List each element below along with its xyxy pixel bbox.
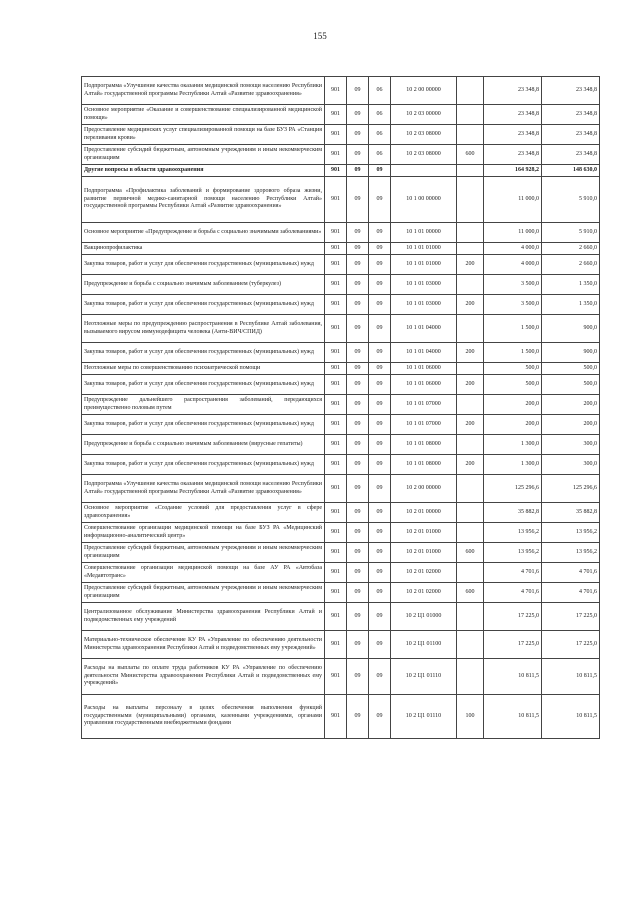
table-row bbox=[82, 563, 600, 583]
cell-sum2: 148 630,0 bbox=[542, 165, 600, 177]
cell-target: 10 2 01 01000 bbox=[391, 523, 457, 543]
cell-name: Совершенствование организации медицинской помощи на базе БУЗ РА «Медицинский информационно-аналитический центр» bbox=[82, 523, 325, 543]
cell-name: Предупреждение дальнейшего распространения заболеваний, передающихся преимущественно половым путем bbox=[82, 395, 325, 415]
cell-ministry: 901 bbox=[325, 145, 347, 165]
cell-type bbox=[457, 125, 484, 145]
cell-sum2: 500,0 bbox=[542, 375, 600, 395]
cell-name: Закупка товаров, работ и услуг для обеспечения государственных (муниципальных) нужд bbox=[82, 415, 325, 435]
cell-sum1: 23 348,8 bbox=[484, 125, 542, 145]
cell-type bbox=[457, 395, 484, 415]
cell-sum1: 3 500,0 bbox=[484, 295, 542, 315]
cell-ministry: 901 bbox=[325, 435, 347, 455]
cell-target: 10 1 01 04000 bbox=[391, 315, 457, 343]
cell-sum1: 1 500,0 bbox=[484, 315, 542, 343]
cell-sum1: 200,0 bbox=[484, 395, 542, 415]
cell-target: 10 2 Ц1 01110 bbox=[391, 695, 457, 739]
table-row bbox=[82, 375, 600, 395]
cell-sum2: 1 350,0 bbox=[542, 275, 600, 295]
cell-sum1: 125 296,6 bbox=[484, 475, 542, 503]
cell-sum1: 11 000,0 bbox=[484, 223, 542, 243]
cell-subsection: 09 bbox=[369, 631, 391, 659]
cell-section: 09 bbox=[347, 295, 369, 315]
table-row bbox=[82, 503, 600, 523]
cell-name: Основное мероприятие «Создание условий для предоставления услуг в сфере здравоохранения» bbox=[82, 503, 325, 523]
cell-subsection: 09 bbox=[369, 165, 391, 177]
table-row bbox=[82, 165, 600, 177]
cell-name: Закупка товаров, работ и услуг для обеспечения государственных (муниципальных) нужд bbox=[82, 455, 325, 475]
cell-name: Предоставление субсидий бюджетным, автономным учреждениям и иным некоммерческим организациям bbox=[82, 583, 325, 603]
cell-type bbox=[457, 243, 484, 255]
cell-target: 10 1 01 07000 bbox=[391, 415, 457, 435]
cell-type: 200 bbox=[457, 455, 484, 475]
cell-section: 09 bbox=[347, 603, 369, 631]
cell-sum2: 125 296,6 bbox=[542, 475, 600, 503]
cell-ministry: 901 bbox=[325, 603, 347, 631]
table-row bbox=[82, 243, 600, 255]
cell-type bbox=[457, 631, 484, 659]
cell-section: 09 bbox=[347, 543, 369, 563]
table-row bbox=[82, 77, 600, 105]
cell-ministry: 901 bbox=[325, 543, 347, 563]
cell-section: 09 bbox=[347, 145, 369, 165]
cell-subsection: 09 bbox=[369, 415, 391, 435]
cell-type bbox=[457, 177, 484, 223]
table-row bbox=[82, 583, 600, 603]
cell-ministry: 901 bbox=[325, 455, 347, 475]
cell-section: 09 bbox=[347, 165, 369, 177]
cell-section: 09 bbox=[347, 105, 369, 125]
cell-name: Предоставление субсидий бюджетным, автономным учреждениям и иным некоммерческим организациям bbox=[82, 543, 325, 563]
cell-type bbox=[457, 523, 484, 543]
table-row bbox=[82, 631, 600, 659]
cell-section: 09 bbox=[347, 243, 369, 255]
cell-subsection: 09 bbox=[369, 603, 391, 631]
table-row bbox=[82, 543, 600, 563]
cell-section: 09 bbox=[347, 695, 369, 739]
cell-ministry: 901 bbox=[325, 165, 347, 177]
cell-section: 09 bbox=[347, 255, 369, 275]
cell-name: Неотложные меры по предупреждению распространения в Республике Алтай заболевания, вызываемого вирусом иммунодефицита человека (Анти-ВИЧ/СПИД) bbox=[82, 315, 325, 343]
cell-sum1: 23 348,8 bbox=[484, 77, 542, 105]
cell-target: 10 1 01 06000 bbox=[391, 375, 457, 395]
cell-section: 09 bbox=[347, 563, 369, 583]
cell-subsection: 09 bbox=[369, 435, 391, 455]
cell-target: 10 1 01 03000 bbox=[391, 295, 457, 315]
cell-ministry: 901 bbox=[325, 243, 347, 255]
cell-target: 10 1 01 06000 bbox=[391, 363, 457, 375]
table-row bbox=[82, 603, 600, 631]
table-row bbox=[82, 275, 600, 295]
cell-sum1: 1 300,0 bbox=[484, 435, 542, 455]
cell-type: 200 bbox=[457, 375, 484, 395]
cell-type: 200 bbox=[457, 343, 484, 363]
cell-sum2: 2 660,0 bbox=[542, 243, 600, 255]
cell-name: Основное мероприятие «Предупреждение и борьба с социально значимыми заболеваниями» bbox=[82, 223, 325, 243]
cell-sum2: 17 225,0 bbox=[542, 603, 600, 631]
cell-ministry: 901 bbox=[325, 315, 347, 343]
cell-subsection: 06 bbox=[369, 77, 391, 105]
cell-target: 10 2 01 01000 bbox=[391, 543, 457, 563]
cell-ministry: 901 bbox=[325, 77, 347, 105]
cell-type bbox=[457, 363, 484, 375]
cell-type: 200 bbox=[457, 255, 484, 275]
cell-sum2: 2 660,0 bbox=[542, 255, 600, 275]
cell-target: 10 1 01 08000 bbox=[391, 435, 457, 455]
cell-name: Предупреждение и борьба с социально значимым заболеванием (вирусные гепатиты) bbox=[82, 435, 325, 455]
cell-sum2: 23 348,8 bbox=[542, 125, 600, 145]
cell-type bbox=[457, 105, 484, 125]
cell-ministry: 901 bbox=[325, 395, 347, 415]
cell-sum1: 1 500,0 bbox=[484, 343, 542, 363]
cell-subsection: 06 bbox=[369, 105, 391, 125]
table-row bbox=[82, 415, 600, 435]
cell-sum2: 900,0 bbox=[542, 343, 600, 363]
cell-sum2: 5 910,0 bbox=[542, 177, 600, 223]
cell-section: 09 bbox=[347, 583, 369, 603]
cell-sum1: 500,0 bbox=[484, 363, 542, 375]
cell-name: Вакцинопрофилактика bbox=[82, 243, 325, 255]
cell-section: 09 bbox=[347, 177, 369, 223]
cell-subsection: 09 bbox=[369, 395, 391, 415]
cell-type: 200 bbox=[457, 295, 484, 315]
cell-name: Предупреждение и борьба с социально значимым заболеванием (туберкулез) bbox=[82, 275, 325, 295]
cell-subsection: 09 bbox=[369, 455, 391, 475]
cell-section: 09 bbox=[347, 631, 369, 659]
cell-sum1: 4 000,0 bbox=[484, 243, 542, 255]
cell-target bbox=[391, 165, 457, 177]
table-body bbox=[82, 77, 600, 739]
table-row bbox=[82, 295, 600, 315]
cell-ministry: 901 bbox=[325, 125, 347, 145]
table-row bbox=[82, 315, 600, 343]
cell-sum2: 1 350,0 bbox=[542, 295, 600, 315]
cell-sum1: 4 701,6 bbox=[484, 563, 542, 583]
cell-target: 10 2 Ц1 01100 bbox=[391, 631, 457, 659]
cell-target: 10 2 01 02000 bbox=[391, 563, 457, 583]
cell-sum1: 1 300,0 bbox=[484, 455, 542, 475]
cell-subsection: 09 bbox=[369, 243, 391, 255]
cell-subsection: 09 bbox=[369, 275, 391, 295]
cell-target: 10 2 03 00000 bbox=[391, 105, 457, 125]
cell-target: 10 1 01 04000 bbox=[391, 343, 457, 363]
table-row bbox=[82, 395, 600, 415]
cell-subsection: 09 bbox=[369, 523, 391, 543]
cell-type bbox=[457, 77, 484, 105]
table-row bbox=[82, 343, 600, 363]
cell-sum2: 4 701,6 bbox=[542, 563, 600, 583]
cell-target: 10 1 00 00000 bbox=[391, 177, 457, 223]
table-row bbox=[82, 455, 600, 475]
cell-type: 100 bbox=[457, 695, 484, 739]
cell-sum2: 23 348,8 bbox=[542, 77, 600, 105]
cell-name: Основное мероприятие «Оказание и совершенствование специализированной медицинской помощи» bbox=[82, 105, 325, 125]
cell-sum1: 23 348,8 bbox=[484, 105, 542, 125]
cell-sum1: 13 956,2 bbox=[484, 543, 542, 563]
cell-sum1: 4 000,0 bbox=[484, 255, 542, 275]
cell-ministry: 901 bbox=[325, 275, 347, 295]
cell-ministry: 901 bbox=[325, 363, 347, 375]
cell-target: 10 2 03 08000 bbox=[391, 145, 457, 165]
cell-target: 10 2 Ц1 01000 bbox=[391, 603, 457, 631]
cell-section: 09 bbox=[347, 363, 369, 375]
cell-sum1: 23 348,8 bbox=[484, 145, 542, 165]
cell-name: Закупка товаров, работ и услуг для обеспечения государственных (муниципальных) нужд bbox=[82, 343, 325, 363]
cell-section: 09 bbox=[347, 223, 369, 243]
cell-sum1: 200,0 bbox=[484, 415, 542, 435]
cell-target: 10 2 01 00000 bbox=[391, 503, 457, 523]
cell-sum2: 4 701,6 bbox=[542, 583, 600, 603]
table-row bbox=[82, 659, 600, 695]
cell-subsection: 09 bbox=[369, 255, 391, 275]
cell-sum2: 500,0 bbox=[542, 363, 600, 375]
cell-ministry: 901 bbox=[325, 475, 347, 503]
cell-name: Материально-техническое обеспечение КУ РА «Управление по обеспечению деятельности Министерства здравоохранения Республики Алтай и подведомственных ему учреждений» bbox=[82, 631, 325, 659]
cell-subsection: 09 bbox=[369, 177, 391, 223]
cell-target: 10 1 01 00000 bbox=[391, 223, 457, 243]
cell-ministry: 901 bbox=[325, 415, 347, 435]
cell-sum2: 23 348,8 bbox=[542, 145, 600, 165]
cell-ministry: 901 bbox=[325, 631, 347, 659]
cell-subsection: 09 bbox=[369, 659, 391, 695]
cell-type bbox=[457, 563, 484, 583]
cell-section: 09 bbox=[347, 415, 369, 435]
cell-type bbox=[457, 315, 484, 343]
cell-name: Закупка товаров, работ и услуг для обеспечения государственных (муниципальных) нужд bbox=[82, 375, 325, 395]
table-row bbox=[82, 363, 600, 375]
cell-section: 09 bbox=[347, 343, 369, 363]
cell-ministry: 901 bbox=[325, 523, 347, 543]
cell-name: Подпрограмма «Улучшение качества оказания медицинской помощи населению Республики Алтай» государственной программы Республики Алтай «Развитие здравоохранения» bbox=[82, 475, 325, 503]
cell-sum2: 300,0 bbox=[542, 435, 600, 455]
table-row bbox=[82, 145, 600, 165]
cell-subsection: 06 bbox=[369, 145, 391, 165]
cell-type bbox=[457, 503, 484, 523]
cell-type: 600 bbox=[457, 543, 484, 563]
cell-name: Закупка товаров, работ и услуг для обеспечения государственных (муниципальных) нужд bbox=[82, 255, 325, 275]
table-row bbox=[82, 177, 600, 223]
cell-subsection: 09 bbox=[369, 295, 391, 315]
table-row bbox=[82, 475, 600, 503]
cell-target: 10 2 01 02000 bbox=[391, 583, 457, 603]
cell-ministry: 901 bbox=[325, 177, 347, 223]
cell-name: Централизованное обслуживание Министерства здравоохранения Республики Алтай и подведомственных ему учреждений bbox=[82, 603, 325, 631]
cell-target: 10 1 01 08000 bbox=[391, 455, 457, 475]
cell-sum2: 10 811,5 bbox=[542, 695, 600, 739]
cell-sum1: 17 225,0 bbox=[484, 631, 542, 659]
cell-sum2: 10 811,5 bbox=[542, 659, 600, 695]
cell-ministry: 901 bbox=[325, 295, 347, 315]
cell-sum2: 35 882,8 bbox=[542, 503, 600, 523]
cell-section: 09 bbox=[347, 77, 369, 105]
table-row bbox=[82, 695, 600, 739]
cell-ministry: 901 bbox=[325, 255, 347, 275]
cell-type bbox=[457, 275, 484, 295]
cell-sum1: 10 811,5 bbox=[484, 659, 542, 695]
cell-sum1: 17 225,0 bbox=[484, 603, 542, 631]
cell-type bbox=[457, 435, 484, 455]
cell-section: 09 bbox=[347, 435, 369, 455]
cell-sum1: 164 928,2 bbox=[484, 165, 542, 177]
cell-sum2: 200,0 bbox=[542, 415, 600, 435]
cell-sum1: 11 000,0 bbox=[484, 177, 542, 223]
cell-sum2: 13 956,2 bbox=[542, 523, 600, 543]
cell-name: Другие вопросы в области здравоохранения bbox=[82, 165, 325, 177]
table-row bbox=[82, 105, 600, 125]
cell-target: 10 1 01 07000 bbox=[391, 395, 457, 415]
cell-sum2: 200,0 bbox=[542, 395, 600, 415]
cell-subsection: 09 bbox=[369, 475, 391, 503]
cell-name: Подпрограмма «Профилактика заболеваний и формирование здорового образа жизни, развитие первичной медико-санитарной помощи населению Республики Алтай» государственной программы Республики Алтай «Развитие здравоохранения» bbox=[82, 177, 325, 223]
cell-target: 10 1 01 03000 bbox=[391, 275, 457, 295]
cell-subsection: 09 bbox=[369, 543, 391, 563]
cell-ministry: 901 bbox=[325, 343, 347, 363]
cell-subsection: 09 bbox=[369, 223, 391, 243]
cell-sum2: 300,0 bbox=[542, 455, 600, 475]
cell-type bbox=[457, 165, 484, 177]
cell-target: 10 1 01 01000 bbox=[391, 243, 457, 255]
cell-ministry: 901 bbox=[325, 503, 347, 523]
cell-sum1: 500,0 bbox=[484, 375, 542, 395]
cell-section: 09 bbox=[347, 375, 369, 395]
cell-subsection: 09 bbox=[369, 695, 391, 739]
cell-sum2: 17 225,0 bbox=[542, 631, 600, 659]
cell-type bbox=[457, 223, 484, 243]
cell-name: Расходы на выплаты персоналу в целях обеспечения выполнения функций государственными (муниципальными) органами, казенными учреждениями, органами управления государственными внебюджетными фондами bbox=[82, 695, 325, 739]
cell-name: Неотложные меры по совершенствованию психиатрической помощи bbox=[82, 363, 325, 375]
cell-name: Расходы на выплаты по оплате труда работников КУ РА «Управление по обеспечению деятельности Министерства здравоохранения Республики Алтай и подведомственных ему учреждений» bbox=[82, 659, 325, 695]
cell-type bbox=[457, 659, 484, 695]
cell-target: 10 2 00 00000 bbox=[391, 475, 457, 503]
cell-type bbox=[457, 475, 484, 503]
cell-ministry: 901 bbox=[325, 105, 347, 125]
cell-type: 600 bbox=[457, 145, 484, 165]
cell-sum1: 35 882,8 bbox=[484, 503, 542, 523]
cell-target: 10 2 03 08000 bbox=[391, 125, 457, 145]
cell-subsection: 06 bbox=[369, 125, 391, 145]
cell-sum1: 4 701,6 bbox=[484, 583, 542, 603]
cell-ministry: 901 bbox=[325, 583, 347, 603]
cell-name: Предоставление субсидий бюджетным, автономным учреждениям и иным некоммерческим организациям bbox=[82, 145, 325, 165]
cell-target: 10 2 Ц1 01110 bbox=[391, 659, 457, 695]
cell-sum1: 13 956,2 bbox=[484, 523, 542, 543]
cell-sum1: 10 811,5 bbox=[484, 695, 542, 739]
cell-ministry: 901 bbox=[325, 375, 347, 395]
cell-sum2: 13 956,2 bbox=[542, 543, 600, 563]
budget-table bbox=[81, 76, 600, 739]
cell-section: 09 bbox=[347, 503, 369, 523]
cell-subsection: 09 bbox=[369, 375, 391, 395]
cell-subsection: 09 bbox=[369, 343, 391, 363]
cell-section: 09 bbox=[347, 395, 369, 415]
cell-section: 09 bbox=[347, 315, 369, 343]
cell-type bbox=[457, 603, 484, 631]
cell-sum2: 900,0 bbox=[542, 315, 600, 343]
cell-ministry: 901 bbox=[325, 695, 347, 739]
table-row bbox=[82, 255, 600, 275]
cell-name: Подпрограмма «Улучшение качества оказания медицинской помощи населению Республики Алтай» государственной программы Республики Алтай «Развитие здравоохранения» bbox=[82, 77, 325, 105]
cell-type: 200 bbox=[457, 415, 484, 435]
cell-section: 09 bbox=[347, 275, 369, 295]
cell-section: 09 bbox=[347, 125, 369, 145]
cell-type: 600 bbox=[457, 583, 484, 603]
cell-target: 10 1 01 01000 bbox=[391, 255, 457, 275]
page-number: 155 bbox=[313, 31, 327, 41]
cell-subsection: 09 bbox=[369, 363, 391, 375]
cell-sum2: 5 910,0 bbox=[542, 223, 600, 243]
cell-section: 09 bbox=[347, 455, 369, 475]
cell-sum1: 3 500,0 bbox=[484, 275, 542, 295]
cell-section: 09 bbox=[347, 475, 369, 503]
cell-ministry: 901 bbox=[325, 563, 347, 583]
cell-sum2: 23 348,8 bbox=[542, 105, 600, 125]
cell-section: 09 bbox=[347, 659, 369, 695]
cell-target: 10 2 00 00000 bbox=[391, 77, 457, 105]
table-row bbox=[82, 523, 600, 543]
cell-ministry: 901 bbox=[325, 659, 347, 695]
cell-section: 09 bbox=[347, 523, 369, 543]
cell-name: Закупка товаров, работ и услуг для обеспечения государственных (муниципальных) нужд bbox=[82, 295, 325, 315]
cell-name: Предоставление медицинских услуг специализированной помощи на базе БУЗ РА «Станция переливания крови» bbox=[82, 125, 325, 145]
cell-subsection: 09 bbox=[369, 315, 391, 343]
table-row bbox=[82, 223, 600, 243]
cell-subsection: 09 bbox=[369, 583, 391, 603]
table-row bbox=[82, 435, 600, 455]
cell-ministry: 901 bbox=[325, 223, 347, 243]
table-row bbox=[82, 125, 600, 145]
cell-subsection: 09 bbox=[369, 563, 391, 583]
cell-subsection: 09 bbox=[369, 503, 391, 523]
cell-name: Совершенствование организации медицинской помощи на базе АУ РА «Автобаза «Медавтотранс» bbox=[82, 563, 325, 583]
